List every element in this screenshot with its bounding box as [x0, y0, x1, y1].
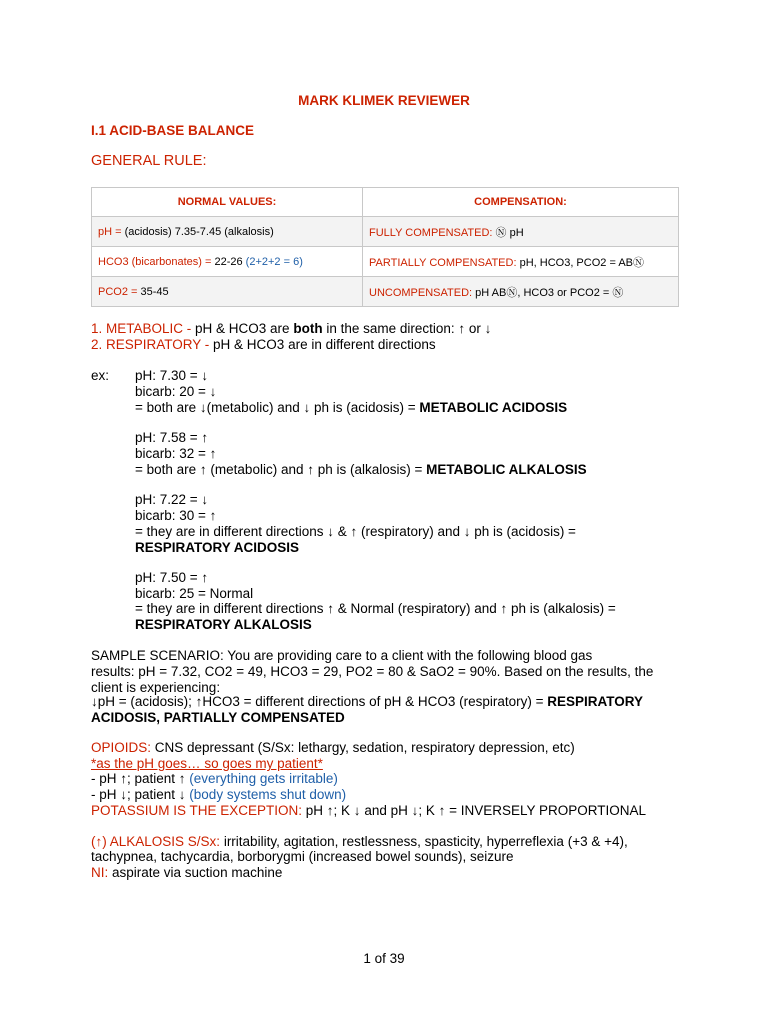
example-1-bicarb: bicarb: 20 = ↓	[135, 384, 217, 399]
example-1-ph: pH: 7.30 = ↓	[135, 368, 209, 383]
table-row	[92, 217, 679, 247]
comp-label: UNCOMPENSATED:	[369, 286, 473, 299]
scenario-conclusion-1: RESPIRATORY	[547, 694, 644, 709]
comp-value: Ⓝ pH	[492, 226, 524, 239]
ni-text: aspirate via suction machine	[108, 865, 283, 880]
row-label: PCO2 =	[98, 285, 138, 298]
ph-up-line	[91, 771, 338, 787]
row-value: (acidosis) 7.35-7.45 (alkalosis)	[121, 225, 274, 238]
potassium-line	[91, 803, 646, 819]
example-1-explanation: = both are ↓(metabolic) and ↓ ph is (acidosis) =	[135, 400, 420, 415]
row-label: pH =	[98, 225, 122, 238]
example-2-bicarb: bicarb: 32 = ↑	[135, 446, 217, 461]
alkalosis-line-2: tachypnea, tachycardia, borborygmi (increased bowel sounds), seizure	[91, 849, 514, 864]
example-4-ph: pH: 7.50 = ↑	[135, 570, 209, 585]
metabolic-text: pH & HCO3 are	[191, 321, 294, 336]
ph-up-text: - pH ↑; patient ↑	[91, 771, 190, 786]
table-header-row	[92, 188, 679, 217]
page-number: 1 of 39	[363, 951, 405, 966]
ph-down-text: - pH ↓; patient ↓	[91, 787, 190, 802]
comp-value: pH, HCO3, PCO2 = ABⓃ	[516, 256, 644, 269]
example-3-bicarb: bicarb: 30 = ↑	[135, 508, 217, 523]
comp-label: PARTIALLY COMPENSATED:	[369, 256, 517, 269]
section-title: I.1 ACID-BASE BALANCE	[91, 123, 255, 138]
opioids-quote: *as the pH goes… so goes my patient*	[91, 756, 323, 771]
alkalosis-label: (↑) ALKALOSIS S/Sx:	[91, 834, 221, 849]
metabolic-rule	[91, 321, 491, 337]
ph-down-note: (body systems shut down)	[189, 787, 347, 802]
ex-label: ex:	[91, 368, 110, 383]
row-extra: (2+2+2 = 6)	[245, 255, 303, 268]
comp-label: FULLY COMPENSATED:	[369, 226, 493, 239]
example-2-conclusion: METABOLIC ALKALOSIS	[426, 462, 587, 477]
example-1-result	[135, 400, 567, 416]
scenario-line-3: client is experiencing:	[91, 680, 221, 695]
scenario-line-1: SAMPLE SCENARIO: You are providing care to a client with the following blood gas	[91, 648, 593, 663]
scenario-line-4	[91, 694, 643, 710]
example-4-bicarb: bicarb: 25 = Normal	[135, 586, 254, 601]
row-value: 35-45	[137, 285, 169, 298]
alkalosis-text: irritability, agitation, restlessness, spasticity, hyperreflexia (+3 & +4),	[220, 834, 628, 849]
table-header-compensation: COMPENSATION:	[363, 188, 679, 217]
scenario-explanation: ↓pH = (acidosis); ↑HCO3 = different directions of pH & HCO3 (respiratory) =	[91, 694, 548, 709]
example-3-ph: pH: 7.22 = ↓	[135, 492, 209, 507]
document-title: MARK KLIMEK REVIEWER	[298, 93, 470, 108]
metabolic-bold: both	[293, 321, 323, 336]
table-cell	[363, 217, 679, 247]
example-4-conclusion: RESPIRATORY ALKALOSIS	[135, 617, 312, 632]
respiratory-label: 2. RESPIRATORY -	[91, 337, 210, 352]
example-4-explanation: = they are in different directions ↑ & Normal (respiratory) and ↑ ph is (alkalosis) =	[135, 601, 616, 616]
table-cell	[92, 217, 363, 247]
scenario-line-2: results: pH = 7.32, CO2 = 49, HCO3 = 29, PO2 = 80 & SaO2 = 90%. Based on the results, the	[91, 664, 654, 679]
opioids-line	[91, 740, 575, 756]
example-1-conclusion: METABOLIC ACIDOSIS	[419, 400, 568, 415]
example-3-explanation: = they are in different directions ↓ & ↑ (respiratory) and ↓ ph is (acidosis) =	[135, 524, 576, 539]
metabolic-post: in the same direction: ↑ or ↓	[322, 321, 492, 336]
alkalosis-line	[91, 834, 628, 850]
table-cell	[92, 247, 363, 277]
ni-label: NI:	[91, 865, 109, 880]
table-cell	[363, 247, 679, 277]
table-row	[92, 247, 679, 277]
row-label: HCO3 (bicarbonates) =	[98, 255, 212, 268]
general-rule-heading: GENERAL RULE:	[91, 153, 207, 169]
opioids-label: OPIOIDS:	[91, 740, 152, 755]
potassium-text: pH ↑; K ↓ and pH ↓; K ↑ = INVERSELY PROPORTIONAL	[302, 803, 647, 818]
example-2-result	[135, 462, 587, 478]
scenario-conclusion-2: ACIDOSIS, PARTIALLY COMPENSATED	[91, 710, 345, 725]
comp-value: pH ABⓃ, HCO3 or PCO2 = Ⓝ	[472, 286, 624, 299]
ni-line	[91, 865, 282, 881]
table-row	[92, 277, 679, 307]
metabolic-label: 1. METABOLIC -	[91, 321, 192, 336]
example-2-ph: pH: 7.58 = ↑	[135, 430, 209, 445]
table-cell	[363, 277, 679, 307]
ph-up-note: (everything gets irritable)	[189, 771, 338, 786]
example-2-explanation: = both are ↑ (metabolic) and ↑ ph is (alkalosis) =	[135, 462, 427, 477]
opioids-text: CNS depressant (S/Sx: lethargy, sedation, respiratory depression, etc)	[151, 740, 575, 755]
example-3-conclusion: RESPIRATORY ACIDOSIS	[135, 540, 300, 555]
normal-values-table	[91, 187, 679, 307]
row-value: 22-26	[211, 255, 246, 268]
ph-down-line	[91, 787, 346, 803]
respiratory-text: pH & HCO3 are in different directions	[209, 337, 436, 352]
table-header-normal-values: NORMAL VALUES:	[92, 188, 363, 217]
potassium-label: POTASSIUM IS THE EXCEPTION:	[91, 803, 303, 818]
respiratory-rule	[91, 337, 436, 353]
table-cell	[92, 277, 363, 307]
